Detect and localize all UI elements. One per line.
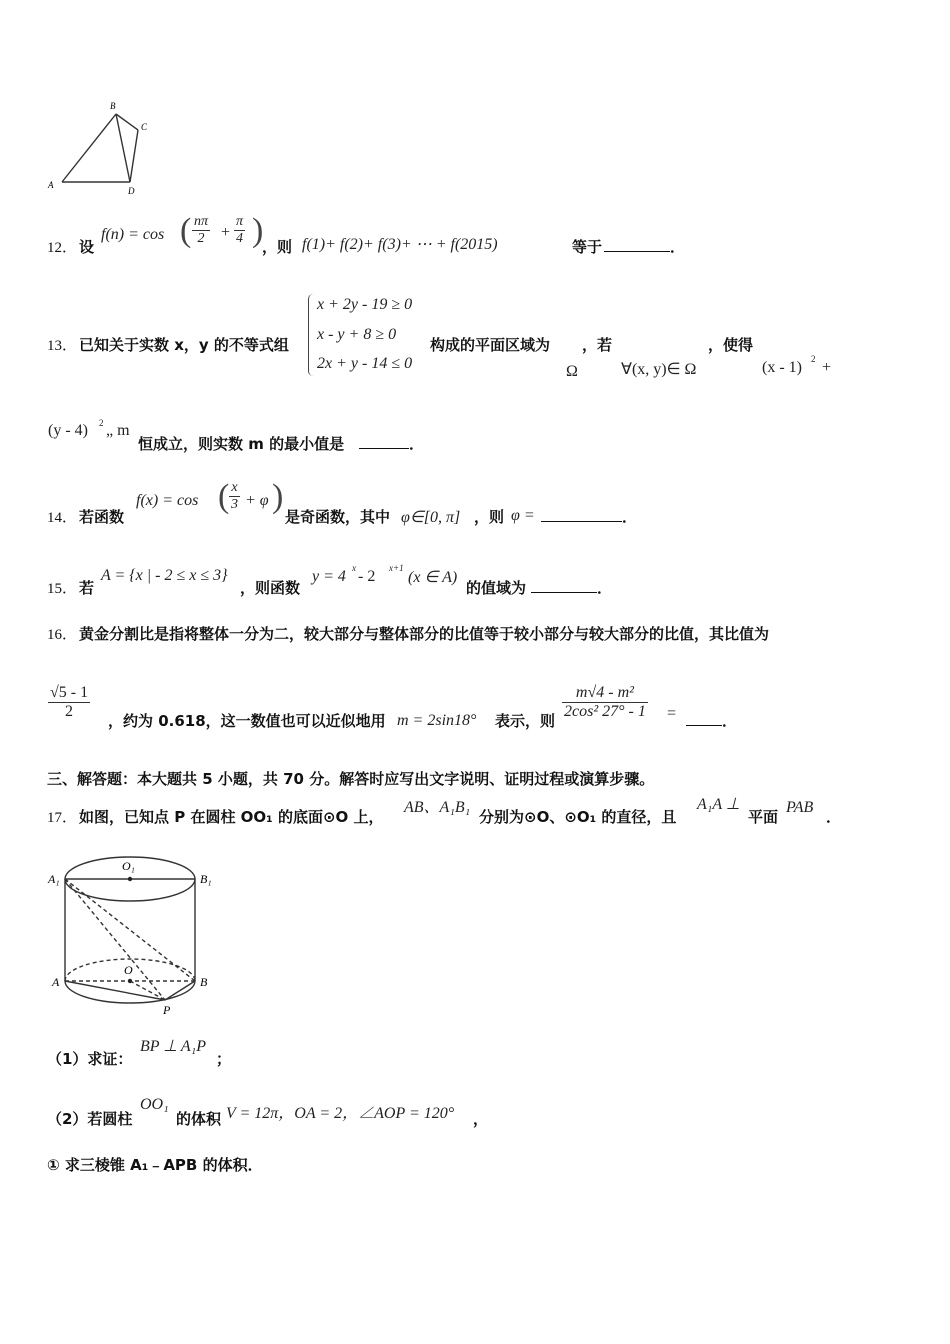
q14-cond: φ∈[0, π]	[401, 509, 461, 526]
q16-number: 16．	[47, 627, 78, 643]
q13-expr1: (x - 1)	[762, 359, 802, 376]
q12-lparen: (	[180, 212, 192, 249]
label-a1: A₁	[48, 872, 60, 886]
q16-golden-frac: $\frac{√5 - 1}{2}$	[50, 684, 89, 720]
q13-expr2: (y - 4)	[48, 422, 88, 439]
q15-func: y = 4	[312, 568, 346, 585]
q16-line1: 黄金分割比是指将整体一分为二，较大部分与整体部分的比值等于较小部分与较大部分的比值，其比值为	[79, 625, 770, 643]
q13-number: 13．	[47, 338, 78, 354]
q12-plus: +	[221, 224, 231, 241]
label-o1: O₁	[122, 859, 135, 873]
q16-mid2: 表示，则	[495, 712, 556, 730]
label-c: C	[141, 122, 148, 132]
q12-rparen: )	[252, 212, 264, 249]
q13-mid2: ，若	[582, 336, 613, 354]
q17-part1-label: （1）求证：	[47, 1050, 133, 1068]
q12-frac1: $\frac{n\pi}{2}$	[194, 214, 209, 246]
q13-ineq3: 2x + y - 14 ≤ 0	[317, 355, 413, 372]
q17-part2-mid: 的体积	[176, 1110, 222, 1128]
q16-end: ．	[722, 712, 738, 730]
q17-mid: 分别为⊙O、⊙O₁ 的直径，且	[479, 808, 677, 826]
q15-mid: ，则函数	[240, 579, 301, 597]
q17-part2-expr: V = 12π，OA = 2，∠AOP = 120°	[226, 1105, 455, 1122]
q16-formula: m = 2sin18°	[397, 712, 477, 729]
q17-diameters: AB、A₁B₁	[404, 799, 471, 816]
q15-domain: (x ∈ A)	[408, 569, 458, 586]
q13-line2: 恒成立，则实数 m 的最小值是	[138, 435, 345, 453]
q12-end: ．	[670, 238, 686, 256]
label-p: P	[163, 1003, 171, 1017]
q13-forall: ∀(x, y)∈ Ω	[621, 361, 697, 378]
q12-frac2: $\frac{\pi}{4}$	[236, 214, 244, 246]
section-3-title: 三、解答题：本大题共 5 小题，共 70 分。解答时应写出文字说明、证明过程或演算步骤。	[47, 770, 655, 788]
q13-omega: Ω	[566, 363, 578, 380]
q12-number: 12．	[47, 240, 78, 256]
label-b1: B₁	[200, 872, 212, 886]
q15-answer-blank[interactable]	[531, 578, 597, 593]
q16-big-frac: $\frac{\text{m√4 - m²}}{\text{2cos² 27° - 1}}$	[564, 684, 646, 720]
q14-lead: 若函数	[79, 508, 125, 526]
q15-tail: 的值域为	[466, 579, 527, 597]
q17-pab: PAB	[786, 799, 814, 816]
label-a: A	[48, 180, 54, 190]
q13-plus: +	[822, 359, 832, 376]
q12-mid: ，则	[262, 238, 293, 256]
q17-part2-oo1: OO₁	[140, 1096, 169, 1113]
q14-frac: $\frac{x}{3}$	[231, 480, 238, 512]
q14-lparen: (	[218, 478, 230, 515]
q13-lead: 已知关于实数 x，y 的不等式组	[79, 336, 289, 354]
q13-exp2: 2	[99, 418, 104, 428]
q17-part1-end: ；	[216, 1050, 232, 1068]
q14-arg-plus: + φ	[245, 492, 269, 509]
label-b: B	[200, 975, 208, 989]
label-d: D	[128, 186, 135, 196]
q17-part1-expr: BP ⊥ A₁P	[140, 1038, 207, 1055]
q13-mid3: ，使得	[708, 336, 754, 354]
label-a: A	[52, 975, 60, 989]
q14-answer-blank[interactable]	[541, 507, 622, 522]
q17-sub1: ① 求三棱锥 A₁﹣APB 的体积．	[47, 1156, 263, 1174]
q15-exp2: x+1	[389, 563, 404, 573]
cylinder-figure	[40, 848, 230, 1018]
q14-rparen: )	[272, 478, 284, 515]
q16-answer-blank[interactable]	[686, 711, 722, 726]
q15-set: A = {x | - 2 ≤ x ≤ 3}	[101, 567, 228, 584]
q16-eq: =	[667, 705, 677, 722]
label-o: O	[124, 963, 133, 977]
q13-brace	[308, 294, 313, 376]
label-b: B	[110, 101, 116, 111]
q14-mid: 是奇函数，其中	[285, 508, 391, 526]
q13-ineq2: x - y + 8 ≥ 0	[317, 326, 397, 343]
q14-func: f(x) = cos	[136, 492, 199, 509]
q13-exp1: 2	[811, 354, 816, 364]
q17-number: 17．	[47, 810, 78, 826]
q13-answer-blank[interactable]	[359, 434, 409, 449]
q14-ask: φ =	[511, 507, 535, 524]
q14-number: 14．	[47, 510, 78, 526]
q12-func: f(n) = cos	[101, 226, 165, 243]
q15-exp1: x	[352, 563, 356, 573]
q17-perp: A₁A ⊥	[697, 796, 740, 813]
q16-mid1: ，约为 0.618，这一数值也可以近似地用	[108, 712, 386, 730]
q14-mid2: ，则	[474, 508, 505, 526]
q15-number: 15．	[47, 581, 78, 597]
q13-end: ．	[409, 435, 425, 453]
q14-end: ．	[622, 508, 638, 526]
q17-part2-end: ，	[473, 1110, 489, 1128]
q13-ineq1: x + 2y - 19 ≥ 0	[317, 296, 413, 313]
q12-tail: 等于	[572, 238, 603, 256]
q13-mid1: 构成的平面区域为	[430, 336, 551, 354]
q15-lead: 若	[79, 579, 95, 597]
q12-answer-blank[interactable]	[604, 237, 670, 252]
q15-end: ．	[597, 579, 613, 597]
q13-le-m: „ m	[106, 422, 130, 439]
q15-minus: - 2	[358, 568, 376, 585]
q12-lead: 设	[79, 238, 95, 256]
q12-sum: f(1)+ f(2)+ f(3)+ ⋯ + f(2015)	[302, 236, 498, 253]
q17-lead: 如图，已知点 P 在圆柱 OO₁ 的底面⊙O 上，	[79, 808, 384, 826]
q17-end: ．	[826, 808, 842, 826]
q17-plane: 平面	[748, 808, 779, 826]
q17-part2-label: （2）若圆柱	[47, 1110, 133, 1128]
triangle-figure	[40, 98, 160, 198]
